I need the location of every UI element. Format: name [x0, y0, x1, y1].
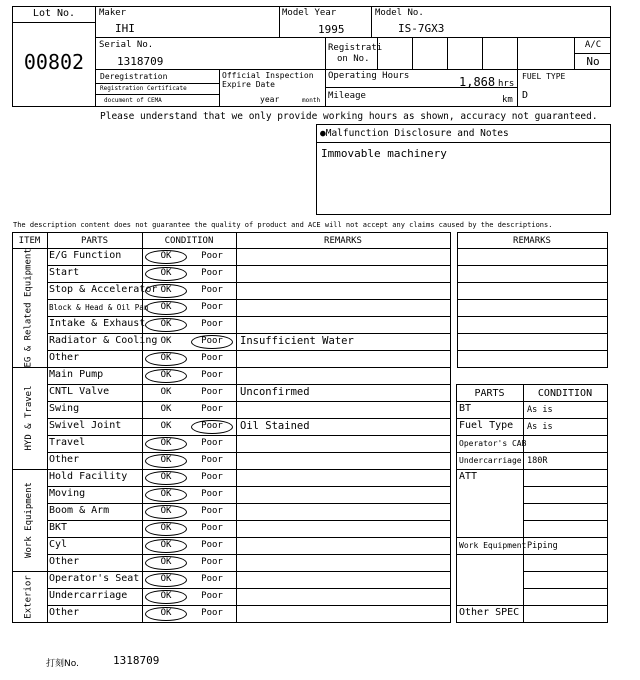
registration-no-label-2: on No. — [337, 54, 370, 64]
condition-selected-mark — [145, 488, 187, 502]
condition-selected-mark — [145, 556, 187, 570]
condition-poor-option[interactable]: Poor — [201, 285, 223, 295]
stamp-no-label: 打刻No. — [46, 659, 79, 669]
condition-ok-option[interactable]: OK — [160, 523, 172, 533]
spec-condition-value: As is — [527, 405, 553, 415]
part-label: Main Pump — [49, 369, 104, 380]
spec-part-label: Operator's CAB — [459, 439, 527, 448]
malfunction-text: Immovable machinery — [321, 147, 447, 160]
condition-poor-option[interactable]: Poor — [201, 404, 223, 414]
condition-poor-option[interactable]: Poor — [201, 523, 223, 533]
header-parts: PARTS — [80, 236, 109, 246]
condition-selected-mark — [145, 318, 187, 332]
part-label: Intake & Exhaust — [49, 318, 146, 329]
part-label: Moving — [49, 488, 86, 499]
malfunction-title: ●Malfunction Disclosure and Notes — [320, 128, 509, 139]
condition-poor-option[interactable]: Poor — [201, 302, 223, 312]
condition-ok-option[interactable]: OK — [160, 353, 172, 363]
spec-condition-value: Piping — [527, 541, 558, 551]
part-label: Operator's Seat — [49, 573, 140, 584]
part-label: Start — [49, 267, 80, 278]
condition-selected-mark — [145, 369, 187, 383]
model-year-label: Model Year — [282, 8, 337, 18]
condition-selected-mark — [145, 267, 187, 281]
remark-text: Unconfirmed — [240, 386, 310, 398]
condition-ok-option[interactable]: OK — [160, 608, 172, 618]
official-inspection-label-2: Expire Date — [222, 80, 275, 89]
condition-poor-option[interactable]: Poor — [201, 591, 223, 601]
condition-poor-option[interactable]: Poor — [201, 489, 223, 499]
item-group-label: EG & Related Equipment — [23, 247, 34, 367]
part-label: Other — [49, 607, 80, 618]
mileage-label: Mileage — [328, 91, 366, 101]
km-label: km — [502, 95, 513, 105]
fuel-type-value: D — [522, 90, 529, 101]
condition-poor-option[interactable]: Poor — [201, 438, 223, 448]
condition-poor-option[interactable]: Poor — [201, 251, 223, 261]
condition-poor-option[interactable]: Poor — [201, 336, 223, 346]
disclaimer-text: The description content does not guarantee the quality of product and ACE will not accept any claims caused by the descriptions. — [13, 221, 553, 229]
part-label: Stop & Accelerator — [49, 284, 158, 295]
condition-poor-option[interactable]: Poor — [201, 455, 223, 465]
maker-label: Maker — [99, 8, 127, 18]
ac-value: No — [586, 55, 600, 68]
condition-selected-mark — [145, 301, 187, 315]
condition-ok-option[interactable]: OK — [160, 540, 172, 550]
condition-ok-option[interactable]: OK — [160, 387, 172, 397]
part-label: Other — [49, 556, 80, 567]
part-label: Hold Facility — [49, 471, 128, 482]
condition-selected-mark — [145, 539, 187, 553]
part-label: Radiator & Cooling — [49, 335, 158, 346]
lot-no-label: Lot No. — [32, 8, 76, 19]
maker-value: IHI — [115, 22, 135, 35]
registration-no-label-1: Registrati — [328, 43, 383, 53]
condition-ok-option[interactable]: OK — [160, 438, 172, 448]
spec-part-label: Fuel Type — [459, 420, 514, 431]
condition-selected-mark — [145, 250, 187, 264]
remark-text: Oil Stained — [240, 420, 310, 432]
condition-ok-option[interactable]: OK — [160, 251, 172, 261]
item-group-label: Work Equipment — [23, 482, 34, 558]
condition-selected-mark — [145, 573, 187, 587]
condition-poor-option[interactable]: Poor — [201, 421, 223, 431]
condition-selected-mark — [145, 454, 187, 468]
registration-certificate-label: Registration Certificate — [100, 85, 187, 92]
condition-poor-option[interactable]: Poor — [201, 557, 223, 567]
condition-ok-option[interactable]: OK — [160, 421, 172, 431]
spec-part-label: ATT — [459, 471, 478, 482]
condition-selected-mark — [191, 420, 233, 434]
stamp-no-value: 1318709 — [113, 654, 160, 667]
spec-part-label: Work Equipment — [459, 541, 527, 550]
condition-selected-mark — [145, 284, 187, 298]
part-label: Undercarriage — [49, 590, 128, 601]
document-of-cema-label: document of CEMA — [104, 97, 162, 104]
condition-ok-option[interactable]: OK — [160, 489, 172, 499]
serial-no-label: Serial No. — [99, 40, 154, 50]
part-label: Block & Head & Oil Pan — [49, 303, 149, 312]
right-parts-header: PARTS — [474, 388, 505, 399]
ac-label: A/C — [584, 40, 602, 50]
part-label: Boom & Arm — [49, 505, 110, 516]
part-label: CNTL Valve — [49, 386, 110, 397]
condition-ok-option[interactable]: OK — [160, 455, 172, 465]
model-no-label: Model No. — [375, 8, 424, 18]
condition-ok-option[interactable]: OK — [160, 336, 172, 346]
part-label: Cyl — [49, 539, 68, 550]
spec-part-label: Undercarriage — [459, 456, 522, 465]
condition-ok-option[interactable]: OK — [160, 285, 172, 295]
operating-hours-value: 1,868 — [459, 75, 496, 89]
spec-part-label: Other SPEC — [459, 607, 520, 618]
condition-poor-option[interactable]: Poor — [201, 370, 223, 380]
item-group-label: Exterior — [23, 574, 34, 619]
condition-ok-option[interactable]: OK — [160, 472, 172, 482]
fuel-type-label: FUEL TYPE — [522, 72, 566, 81]
header-condition: CONDITION — [164, 236, 214, 246]
condition-poor-option[interactable]: Poor — [201, 506, 223, 516]
part-label: E/G Function — [49, 250, 122, 261]
condition-poor-option[interactable]: Poor — [201, 319, 223, 329]
condition-ok-option[interactable]: OK — [160, 574, 172, 584]
operating-hours-label: Operating Hours — [328, 71, 410, 81]
serial-no-value: 1318709 — [117, 55, 164, 68]
model-no-value: IS-7GX3 — [398, 22, 445, 35]
condition-selected-mark — [145, 505, 187, 519]
model-year-value: 1995 — [318, 23, 345, 36]
condition-ok-option[interactable]: OK — [160, 302, 172, 312]
condition-poor-option[interactable]: Poor — [201, 608, 223, 618]
remark-text: Insufficient Water — [240, 335, 354, 347]
condition-selected-mark — [145, 607, 187, 621]
condition-poor-option[interactable]: Poor — [201, 387, 223, 397]
condition-selected-mark — [145, 590, 187, 604]
condition-ok-option[interactable]: OK — [160, 370, 172, 380]
part-label: Other — [49, 454, 80, 465]
condition-poor-option[interactable]: Poor — [201, 268, 223, 278]
hrs-label: hrs — [498, 79, 515, 89]
condition-ok-option[interactable]: OK — [160, 268, 172, 278]
deregistration-label: Deregistration — [100, 72, 168, 81]
spec-condition-value: 180R — [527, 456, 548, 466]
condition-ok-option[interactable]: OK — [160, 404, 172, 414]
condition-selected-mark — [145, 352, 187, 366]
lot-no-value: 00802 — [23, 50, 85, 74]
condition-ok-option[interactable]: OK — [160, 319, 172, 329]
part-label: Other — [49, 352, 80, 363]
condition-ok-option[interactable]: OK — [160, 557, 172, 567]
header-remarks-right: REMARKS — [513, 236, 551, 246]
condition-selected-mark — [145, 471, 187, 485]
condition-ok-option[interactable]: OK — [160, 506, 172, 516]
condition-selected-mark — [191, 335, 233, 349]
condition-poor-option[interactable]: Poor — [201, 540, 223, 550]
header-remarks: REMARKS — [324, 236, 362, 246]
condition-selected-mark — [145, 522, 187, 536]
right-condition-header: CONDITION — [537, 388, 593, 399]
working-hours-notice: Please understand that we only provide working hours as shown, accuracy not guaranteed. — [100, 111, 598, 122]
header-item: ITEM — [18, 236, 41, 246]
official-inspection-label-1: Official Inspection — [222, 71, 314, 80]
condition-poor-option[interactable]: Poor — [201, 353, 223, 363]
part-label: Swivel Joint — [49, 420, 122, 431]
part-label: Swing — [49, 403, 80, 414]
item-group-label: HYD & Travel — [23, 385, 34, 451]
condition-selected-mark — [145, 437, 187, 451]
part-label: Travel — [49, 437, 86, 448]
part-label: BKT — [49, 522, 68, 533]
condition-poor-option[interactable]: Poor — [201, 574, 223, 584]
month-label: month — [302, 97, 321, 104]
condition-poor-option[interactable]: Poor — [201, 472, 223, 482]
spec-part-label: BT — [459, 403, 472, 414]
condition-ok-option[interactable]: OK — [160, 591, 172, 601]
spec-condition-value: As is — [527, 422, 553, 432]
year-label: year — [260, 95, 280, 104]
